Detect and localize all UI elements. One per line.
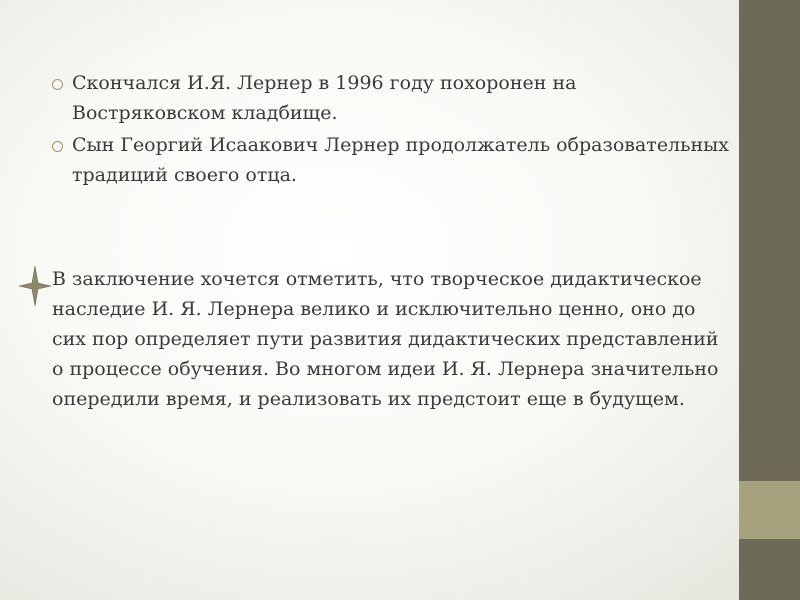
bullet-text-son: Сын Георгий Исаакович Лернер продолжатель образовательных традиций своего отца. <box>72 134 729 186</box>
right-bar-accent-block <box>739 481 800 539</box>
circle-bullet-icon <box>52 141 63 152</box>
bullet-list <box>52 68 732 190</box>
four-point-star-icon <box>18 265 52 307</box>
bullet-item <box>52 130 732 190</box>
circle-bullet-icon <box>52 79 63 90</box>
bullet-text-death: Скончался И.Я. Лернер в 1996 году похоронен на Востряковском кладбище. <box>72 72 577 124</box>
conclusion-paragraph: В заключение хочется отметить, что творческое дидактическое наследие И. Я. Лернера велико и исключительно ценно, оно до сих пор определяет пути развития дидактических представлений о процессе обучения. Во многом идеи И. Я. Лернера значительно опередили время, и реализовать их предстоит еще в будущем. <box>52 268 719 410</box>
bullet-item <box>52 68 732 128</box>
